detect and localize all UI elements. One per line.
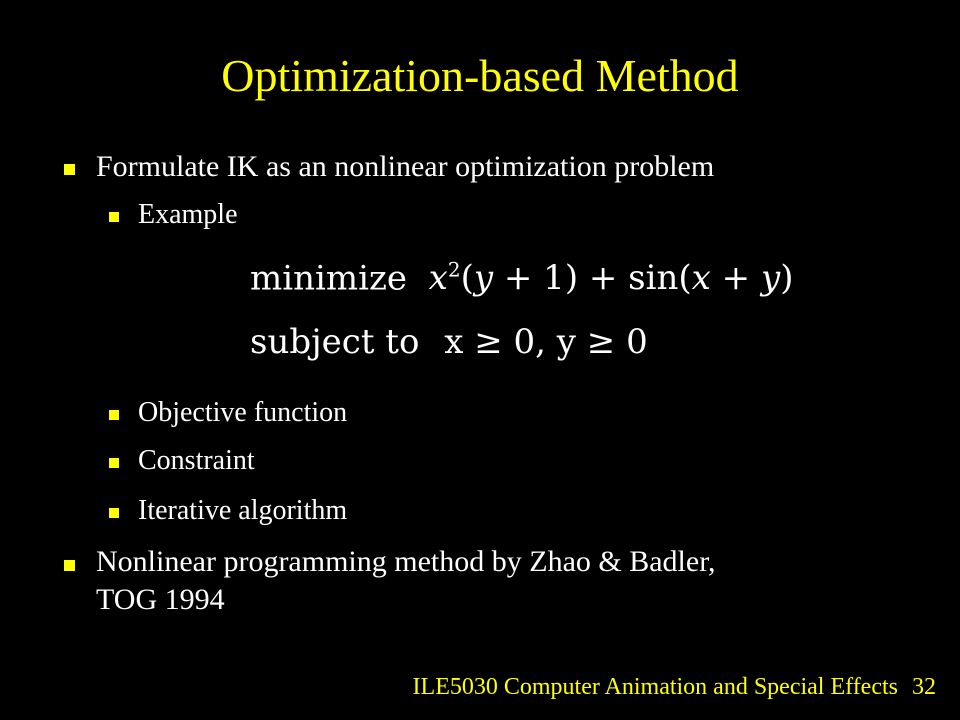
constraint-label: subject to: [250, 322, 420, 362]
objective-equation: [250, 258, 793, 298]
page-number: 32: [912, 674, 936, 700]
minimize-label: minimize: [250, 258, 408, 299]
slide-title: Optimization-based Method: [221, 50, 739, 101]
sub-bullet-marker: [109, 458, 119, 468]
sub-bullet-text: Example: [138, 199, 238, 230]
sub-bullet-marker: [109, 410, 119, 420]
slide-footer: [399, 674, 936, 701]
bullet-text: Formulate IK as an nonlinear optimization problem: [96, 150, 715, 183]
sub-bullet-marker: [109, 508, 119, 518]
constraint-equation: [250, 322, 648, 362]
sub-bullet-text: Objective function: [138, 397, 348, 428]
bullet-text: Nonlinear programming method by Zhao & Badler,: [96, 545, 716, 578]
sub-bullet-text: Constraint: [138, 445, 255, 476]
bullet-marker: [64, 560, 75, 571]
sub-bullet-text: Iterative algorithm: [138, 495, 348, 526]
bullet-text-continued: TOG 1994: [96, 583, 225, 616]
sub-bullet-marker: [109, 212, 119, 222]
course-name: ILE5030 Computer Animation and Special Effects: [412, 674, 898, 700]
objective-expression: $x^2(y + 1) + \sin(x + y)$: [428, 258, 794, 299]
constraint-expression: x ≥ 0, y ≥ 0: [444, 322, 648, 362]
bullet-marker: [64, 164, 75, 175]
